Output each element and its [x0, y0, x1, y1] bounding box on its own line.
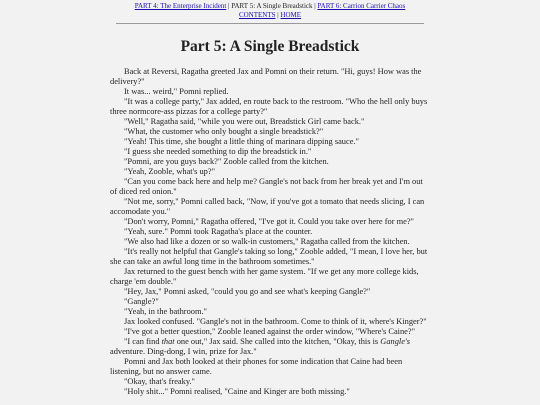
emphasis: Gangle's	[380, 337, 410, 346]
emphasis: that	[161, 337, 175, 346]
current-chapter-label: PART 5: A Single Breadstick	[231, 2, 313, 10]
next-chapter-link[interactable]: PART 6: Carrion Carrier Chaos	[317, 2, 406, 10]
paragraph: "Gangle?"	[124, 297, 159, 306]
paragraph: "We also had like a dozen or so walk-in customers," Ragatha called from the kitchen.	[124, 237, 410, 246]
paragraph: "Holy shit..." Pomni realised, "Caine and Kinger are both missing."	[124, 387, 350, 396]
paragraph: "It was a college party," Jax added, en route back to the restroom. "Who the hell only buys three normcore-ass pizzas for a college party?"	[110, 97, 428, 116]
paragraph: It was... weird," Pomni replied.	[124, 87, 229, 96]
paragraph: "Pomni, are you guys back?" Zooble called from the kitchen.	[124, 157, 329, 166]
chapter-title: Part 5: A Single Breadstick	[180, 38, 360, 55]
chapter-navigation	[0, 0, 540, 20]
divider	[116, 23, 424, 24]
paragraph: Jax returned to the guest bench with her game system. "If we get any more college kids, charge 'em double."	[110, 267, 419, 286]
home-link[interactable]: HOME	[280, 11, 302, 19]
chapter-container	[110, 38, 430, 397]
story-text	[110, 67, 430, 397]
paragraph: "Yeah, in the bathroom."	[124, 307, 207, 316]
paragraph-text: "I can find	[124, 337, 162, 346]
paragraph: "Can you come back here and help me? Gangle's not back from her break yet and I'm out of diced red onion."	[110, 177, 423, 196]
nav-separator: |	[228, 2, 230, 10]
paragraph-text: one out," Jax said. She called into the kitchen, "Okay, this is	[174, 337, 381, 346]
paragraph: "Yeah, sure." Pomni took Ragatha's place at the counter.	[124, 227, 313, 236]
paragraph: "Yeah! This time, she bought a little thing of marinara dipping sauce."	[124, 137, 359, 146]
paragraph: "It's really not helpful that Gangle's taking so long," Zooble added, "I mean, I love her, but she can take an awful long time in the bathroom sometimes."	[110, 247, 428, 266]
paragraph: Jax looked confused. "Gangle's not in the bathroom. Come to think of it, where's Kinger?"	[124, 317, 427, 326]
paragraph: Back at Reversi, Ragatha greeted Jax and Pomni on their return. "Hi, guys! How was the delivery?"	[110, 67, 422, 86]
paragraph: "Yeah, Zooble, what's up?"	[124, 167, 215, 176]
nav-separator: |	[314, 2, 316, 10]
paragraph: "I guess she needed something to dip the breadstick in."	[124, 147, 312, 156]
paragraph: Pomni and Jax both looked at their phones for some indication that Caine had been listening, but no answer came.	[110, 357, 403, 376]
paragraph: "Not me, sorry," Pomni called back, "Now, if you've got a tomato that needs slicing, I can accomodate you."	[110, 197, 425, 216]
paragraph: "Well," Ragatha said, "while you were out, Breadstick Girl came back."	[124, 117, 365, 126]
paragraph-text: adventure. Ding-dong, I win, prize for Jax."	[110, 347, 257, 356]
paragraph	[110, 337, 430, 357]
paragraph: "Hey, Jax," Pomni asked, "could you go and see what's keeping Gangle?"	[124, 287, 371, 296]
paragraph: "Don't worry, Pomni," Ragatha offered, "I've got it. Could you take over here for me?"	[124, 217, 414, 226]
contents-link[interactable]: CONTENTS	[238, 11, 276, 19]
paragraph: "What, the customer who only bought a single breadstick?"	[124, 127, 324, 136]
paragraph: "Okay, that's freaky."	[124, 377, 195, 386]
nav-separator: |	[277, 11, 279, 19]
prev-chapter-link[interactable]: PART 4: The Enterprise Incident	[134, 2, 227, 10]
paragraph: "I've got a better question," Zooble leaned against the order window, "Where's Caine?"	[124, 327, 416, 336]
